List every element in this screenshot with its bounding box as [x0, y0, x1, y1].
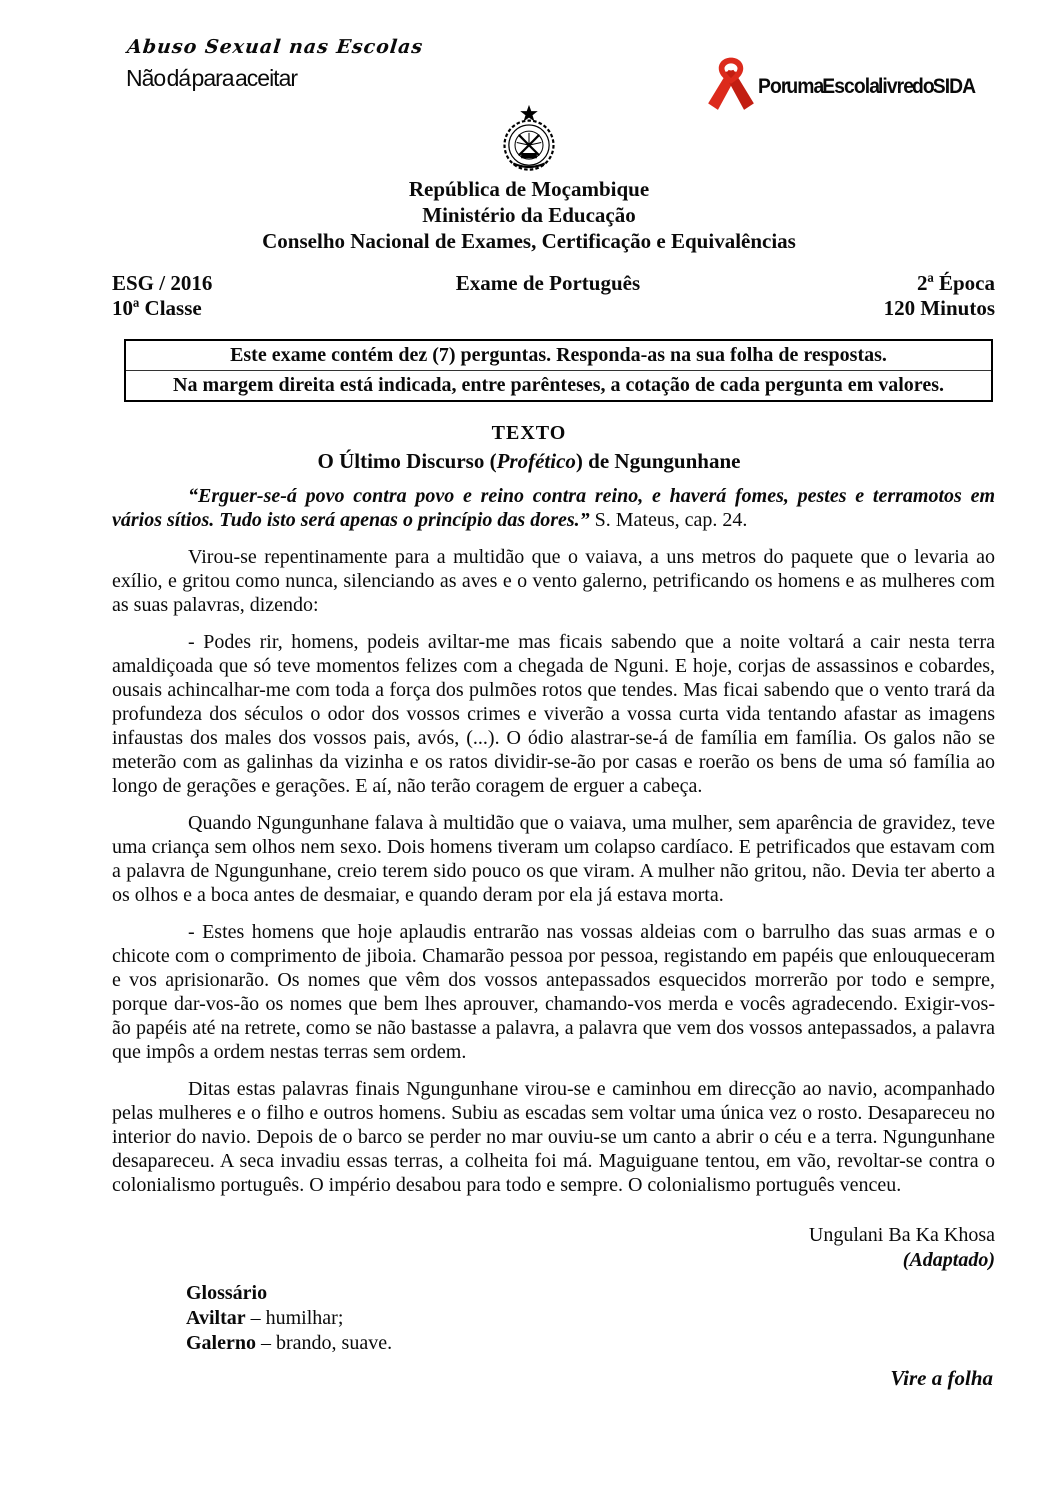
- exam-epoch: 2ª Época: [916, 271, 995, 295]
- glossary-entry: [186, 1331, 995, 1356]
- texto-paragraph: Virou-se repentinamente para a multidão que o vaiava, a uns metros do paquete que o levaria ao exílio, e gritou como nunca, silenciando as aves e o vento galerno, petrificando os homens e as mulheres com as suas palavras, dizendo:: [112, 546, 995, 616]
- texto-paragraph: - Podes rir, homens, podeis aviltar-me mas ficais sabendo que a noite voltará a cair nesta terra amaldiçoada que só teve momentos felizes com a chegada de Nguni. E hoje, corjas de assassinos e cobardes, ousais achincalhar-me com toda a força dos pulmões rotos que tendes. Mas ficai sabendo que o vento trará da profundeza dos séculos o odor dos vossos crimes e viverão a vossa curta vida tentando afastar as imagens infaustas dos males dos vossos pais, avós, (...). O ódio alastrar-se-á de família em família. Os galos não se meterão com as galinhas da vizinha e os ratos dividir-se-ão por casas e roerão os bens de uma só família ao longo de gerações e gerações. E aí, não terão coragem de erguer a cabeça.: [112, 631, 995, 797]
- attribution-author: Ungulani Ba Ka Khosa: [808, 1224, 995, 1246]
- texto-title-suffix: ) de Ngungunhane: [575, 449, 741, 473]
- texto-paragraph: Ditas estas palavras finais Ngungunhane virou-se e caminhou em direcção ao navio, acompanhado pelas mulheres e o filho e outros homens. Subiu as escadas sem voltar uma única vez o rosto. Desapareceu no interior do navio. Depois de o barco se perder no mar ouviu-se um canto a abrir o céu e a terra. Ngungunhane desapareceu. A seca invadiu essas terras, a colheita foi má. Maguiguane tentou, em vão, revoltar-se contra o colonialismo português. O império desabou para todo e sempre. O colonialismo português venceu.: [112, 1078, 995, 1196]
- epigraph-quote: “Erguer-se-á povo contra povo e reino contra reino, e haverá fomes, pestes e terramotos em vários sítios. Tudo isto será apenas o princípio das dores.”: [112, 485, 995, 531]
- epigraph-source: S. Mateus, cap. 24.: [594, 509, 748, 531]
- exam-grade: 10ª Classe: [112, 296, 202, 320]
- exam-duration: 120 Minutos: [883, 296, 995, 320]
- exam-program: ESG / 2016: [112, 271, 213, 295]
- exam-meta-right: [884, 271, 995, 321]
- exam-meta-left: [112, 271, 212, 321]
- mozambique-coat-of-arms-icon: [493, 104, 565, 174]
- exam-notice-box: [124, 339, 993, 402]
- texto-title-prefix: O Último Discurso (: [317, 449, 497, 473]
- glossary-block: [112, 1281, 995, 1356]
- glossary-term: Galerno: [186, 1332, 256, 1354]
- texto-title: [0, 449, 1058, 474]
- texto-paragraph: Quando Ngungunhane falava à multidão que o vaiava, uma mulher, sem aparência de gravidez, teve uma criança sem olhos nem sexo. Dois homens tiveram um colapso cardíaco. E petrificados que estavam com a palavra de Ngungunhane, creio terem sido pouco os que viram. A mulher não gritou, não. Devia ter aberto a os olhos e a boca antes de desmaiar, e quando deram por ela já estava morta.: [112, 812, 995, 906]
- aids-campaign-block: [706, 56, 994, 118]
- glossary-entry: [186, 1306, 995, 1331]
- texto-heading: TEXTO: [491, 422, 567, 444]
- header-ministry: Ministério da Educação: [422, 203, 636, 227]
- campaign-slogan-block: [126, 36, 425, 92]
- government-header: [0, 176, 1058, 254]
- notice-line-1: Este exame contém dez (7) perguntas. Responda-as na sua folha de respostas.: [230, 344, 887, 366]
- turn-page-note: Vire a folha: [890, 1366, 993, 1390]
- aids-campaign-label: Por uma Escola livre do SIDA: [758, 75, 976, 98]
- campaign-slogan-script: Abuso Sexual nas Escolas: [126, 36, 425, 58]
- texto-paragraph: - Estes homens que hoje aplaudis entrarão nas vossas aldeias com o barrulho das suas armas e o chicote com o comprimento de jiboia. Chamarão pessoa por pessoa, registando em papéis que enlouqueceram e vos aprisionarão. Os nomes que vêm dos vossos antepassados esquecidos morrerão por todo e sempre, porque dar-vos-ão os nomes que bem lhes aprouver, chamando-vos merda e vocês agradecendo. Exigir-vos-ão papéis até na retrete, como se não bastasse a palavra, a palavra que vem dos vossos antepassados, a palavra que impôs a ordem nestas terras sem ordem.: [112, 921, 995, 1063]
- glossary-heading: Glossário: [186, 1282, 268, 1304]
- page-top-zone: [0, 0, 1058, 176]
- red-awareness-ribbon-icon: [706, 56, 756, 118]
- attribution-adapted: (Adaptado): [902, 1249, 995, 1271]
- header-council: Conselho Nacional de Exames, Certificação e Equivalências: [262, 229, 796, 253]
- epigraph: [112, 484, 995, 532]
- texto-title-italic: Profético: [496, 449, 576, 473]
- texto-body-column: [0, 484, 1058, 1391]
- attribution-block: [112, 1223, 995, 1273]
- glossary-definition: – brando, suave.: [261, 1332, 393, 1354]
- exam-title: Exame de Português: [455, 271, 641, 295]
- glossary-term: Aviltar: [186, 1307, 246, 1329]
- campaign-slogan-sub: Não dá para aceitar: [126, 65, 298, 91]
- exam-meta-row: [0, 271, 1058, 321]
- glossary-definition: – humilhar;: [250, 1307, 344, 1329]
- notice-line-2: Na margem direita está indicada, entre parênteses, a cotação de cada pergunta em valores.: [126, 370, 991, 400]
- header-country: República de Moçambique: [408, 177, 650, 201]
